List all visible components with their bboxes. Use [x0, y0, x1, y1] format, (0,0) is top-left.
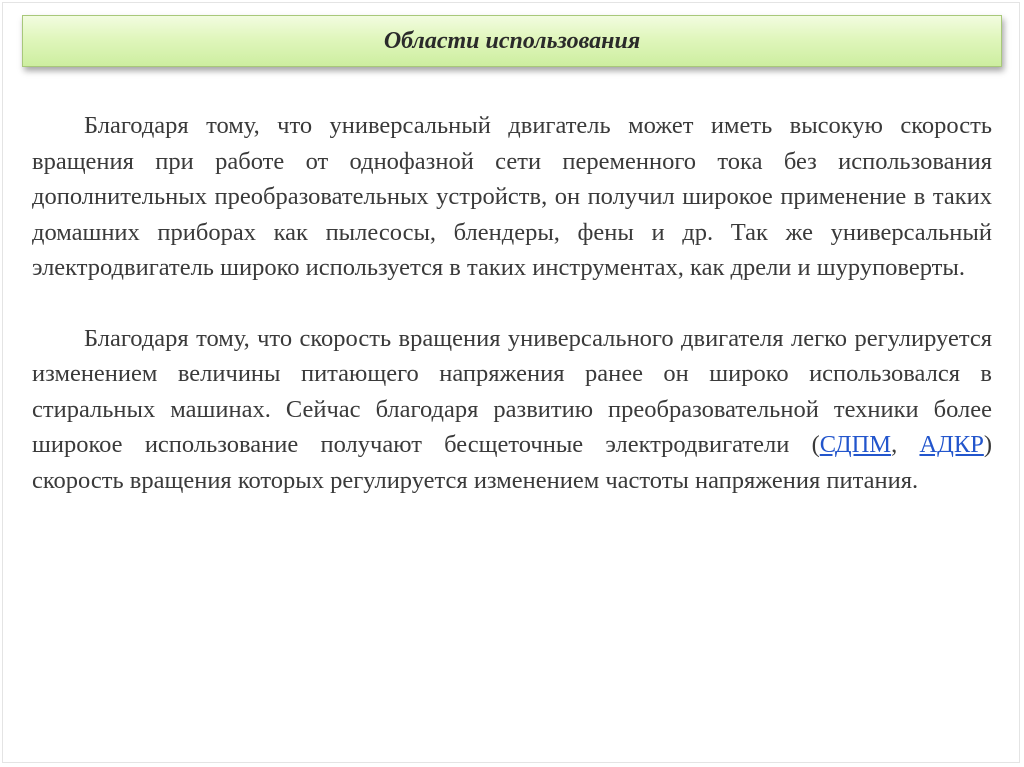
slide-title: Области использования [383, 27, 641, 54]
slide-content [32, 108, 992, 498]
paragraph-2 [32, 321, 992, 499]
title-bar [22, 15, 1002, 67]
paragraph-1: Благодаря тому, что универсальный двигатель может иметь высокую скорость вращения при работе от однофазной сети переменного тока без использования дополнительных преобразовательных устройств, он получил широкое применение в таких домашних приборах как пылесосы, блендеры, фены и др. Так же универсальный электродвигатель широко используется в таких инструментах, как дрели и шуруповерты. [32, 112, 992, 281]
paragraph-2-separator: , [891, 431, 920, 458]
paragraph-2-text-start: Благодаря тому, что скорость вращения универсального двигателя легко регулируется изменением величины питающего напряжения ранее он широко использовался в стиральных машинах. Сейчас благодаря развитию преобразовательной техники более широкое использование получают бесщеточные электродвигатели ( [32, 324, 992, 458]
paragraph-2-text-end: ) скорость вращения которых регулируется изменением частоты напряжения питания. [32, 431, 992, 494]
link-sdpm[interactable]: СДПМ [819, 431, 892, 458]
link-adkr[interactable]: АДКР [919, 431, 984, 458]
